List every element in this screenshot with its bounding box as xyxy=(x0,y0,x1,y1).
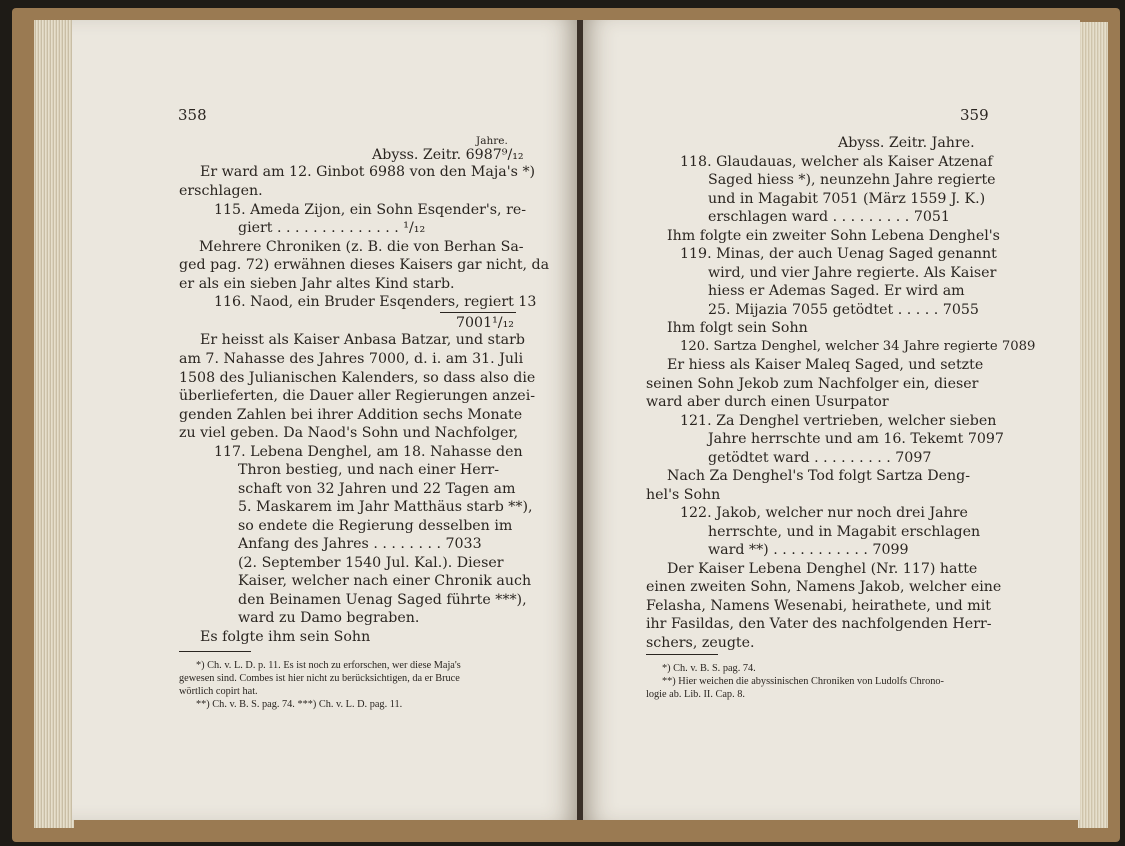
text-line: hel's Sohn xyxy=(646,487,721,503)
column-heading-left: Abyss. Zeitr. 6987⁹/₁₂ xyxy=(372,147,524,163)
text-line: Es folgte ihm sein Sohn xyxy=(200,629,371,645)
text-line: so endete die Regierung desselben im xyxy=(238,518,513,534)
list-item-121: 121. Za Denghel vertrieben, welcher sieben xyxy=(680,413,997,429)
text-line: 5. Maskarem im Jahr Matthäus starb **), xyxy=(238,499,533,515)
list-item-120: 120. Sartza Denghel, welcher 34 Jahre regierte 7089 xyxy=(680,339,1036,354)
text-line: Ihm folgte ein zweiter Sohn Lebena Denghel's xyxy=(667,228,1000,244)
text-line: ged pag. 72) erwähnen dieses Kaisers gar nicht, da xyxy=(179,257,550,273)
text-line: Saged hiess *), neunzehn Jahre regierte xyxy=(708,172,996,188)
text-line: erschlagen ward . . . . . . . . . 7051 xyxy=(708,209,950,225)
footnote-left: **) Ch. v. B. S. pag. 74. ***) Ch. v. L. D. pag. 11. xyxy=(196,699,403,710)
text-line: und in Magabit 7051 (März 1559 J. K.) xyxy=(708,191,986,207)
text-line: Er heisst als Kaiser Anbasa Batzar, und starb xyxy=(200,332,525,348)
book-gutter xyxy=(577,20,583,820)
text-line: Felasha, Namens Wesenabi, heirathete, und mit xyxy=(646,598,991,614)
text-line: getödtet ward . . . . . . . . . 7097 xyxy=(708,450,932,466)
text-line: erschlagen. xyxy=(179,183,263,199)
text-line: Kaiser, welcher nach einer Chronik auch xyxy=(238,573,532,589)
text-line: Ihm folgt sein Sohn xyxy=(667,320,808,336)
sum-total: 7001¹/₁₂ xyxy=(456,315,514,331)
column-heading-right: Abyss. Zeitr. Jahre. xyxy=(838,135,975,151)
footnote-left: gewesen sind. Combes ist hier nicht zu berücksichtigen, da er Bruce xyxy=(179,673,460,684)
sum-rule xyxy=(440,312,516,313)
list-item-118: 118. Glaudauas, welcher als Kaiser Atzenaf xyxy=(680,154,993,170)
text-line: zu viel geben. Da Naod's Sohn und Nachfolger, xyxy=(179,425,519,441)
column-heading-small: Jahre. xyxy=(476,135,508,147)
footnote-left: wörtlich copirt hat. xyxy=(179,686,258,697)
footnote-rule-left xyxy=(179,651,251,652)
text-line: überlieferten, die Dauer aller Regierungen anzei- xyxy=(179,388,536,404)
right-page-edges xyxy=(1078,22,1108,828)
text-line: den Beinamen Uenag Saged führte ***), xyxy=(238,592,527,608)
text-line: einen zweiten Sohn, Namens Jakob, welcher eine xyxy=(646,579,1002,595)
text-line: 1508 des Julianischen Kalenders, so dass also die xyxy=(179,370,536,386)
text-line: schers, zeugte. xyxy=(646,635,755,651)
page-number-right: 359 xyxy=(960,106,989,124)
text-line: Er ward am 12. Ginbot 6988 von den Maja's *) xyxy=(200,164,536,180)
footnote-right: logie ab. Lib. II. Cap. 8. xyxy=(646,689,745,700)
left-page-edges xyxy=(34,20,74,828)
text-line: ward **) . . . . . . . . . . . 7099 xyxy=(708,542,909,558)
text-line: Der Kaiser Lebena Denghel (Nr. 117) hatte xyxy=(667,561,978,577)
text-line: Nach Za Denghel's Tod folgt Sartza Deng- xyxy=(667,468,971,484)
text-line: schaft von 32 Jahren und 22 Tagen am xyxy=(238,481,516,497)
footnote-right: *) Ch. v. B. S. pag. 74. xyxy=(662,663,756,674)
text-line: hiess er Ademas Saged. Er wird am xyxy=(708,283,965,299)
text-line: ward zu Damo begraben. xyxy=(238,610,420,626)
footnote-left: *) Ch. v. L. D. p. 11. Es ist noch zu erforschen, wer diese Maja's xyxy=(196,660,461,671)
list-item-122: 122. Jakob, welcher nur noch drei Jahre xyxy=(680,505,968,521)
page-number-left: 358 xyxy=(178,106,207,124)
text-line: Mehrere Chroniken (z. B. die von Berhan Sa- xyxy=(199,239,524,255)
text-line: genden Zahlen bei ihrer Addition sechs Monate xyxy=(179,407,523,423)
text-line: seinen Sohn Jekob zum Nachfolger ein, dieser xyxy=(646,376,979,392)
text-line: Jahre herrschte und am 16. Tekemt 7097 xyxy=(708,431,1004,447)
list-item-115: 115. Ameda Zijon, ein Sohn Esqender's, re- xyxy=(214,202,527,218)
text-line: wird, und vier Jahre regierte. Als Kaiser xyxy=(708,265,997,281)
text-line: herrschte, und in Magabit erschlagen xyxy=(708,524,981,540)
text-line: ward aber durch einen Usurpator xyxy=(646,394,889,410)
list-item-116: 116. Naod, ein Bruder Esqenders, regiert 13 xyxy=(214,294,537,310)
text-line: giert . . . . . . . . . . . . . . ¹/₁₂ xyxy=(238,220,426,236)
text-line: am 7. Nahasse des Jahres 7000, d. i. am 31. Juli xyxy=(179,351,524,367)
text-line: er als ein sieben Jahr altes Kind starb. xyxy=(179,276,455,292)
text-line: Anfang des Jahres . . . . . . . . 7033 xyxy=(238,536,482,552)
list-item-117: 117. Lebena Denghel, am 18. Nahasse den xyxy=(214,444,523,460)
text-line: ihr Fasildas, den Vater des nachfolgenden Herr- xyxy=(646,616,992,632)
text-line: Thron bestieg, und nach einer Herr- xyxy=(238,462,500,478)
text-line: (2. September 1540 Jul. Kal.). Dieser xyxy=(238,555,504,571)
footnote-right: **) Hier weichen die abyssinischen Chroniken von Ludolfs Chrono- xyxy=(662,676,944,687)
list-item-119: 119. Minas, der auch Uenag Saged genannt xyxy=(680,246,997,262)
footnote-rule-right xyxy=(646,654,718,655)
text-line: 25. Mijazia 7055 getödtet . . . . . 7055 xyxy=(708,302,979,318)
text-line: Er hiess als Kaiser Maleq Saged, und setzte xyxy=(667,357,984,373)
